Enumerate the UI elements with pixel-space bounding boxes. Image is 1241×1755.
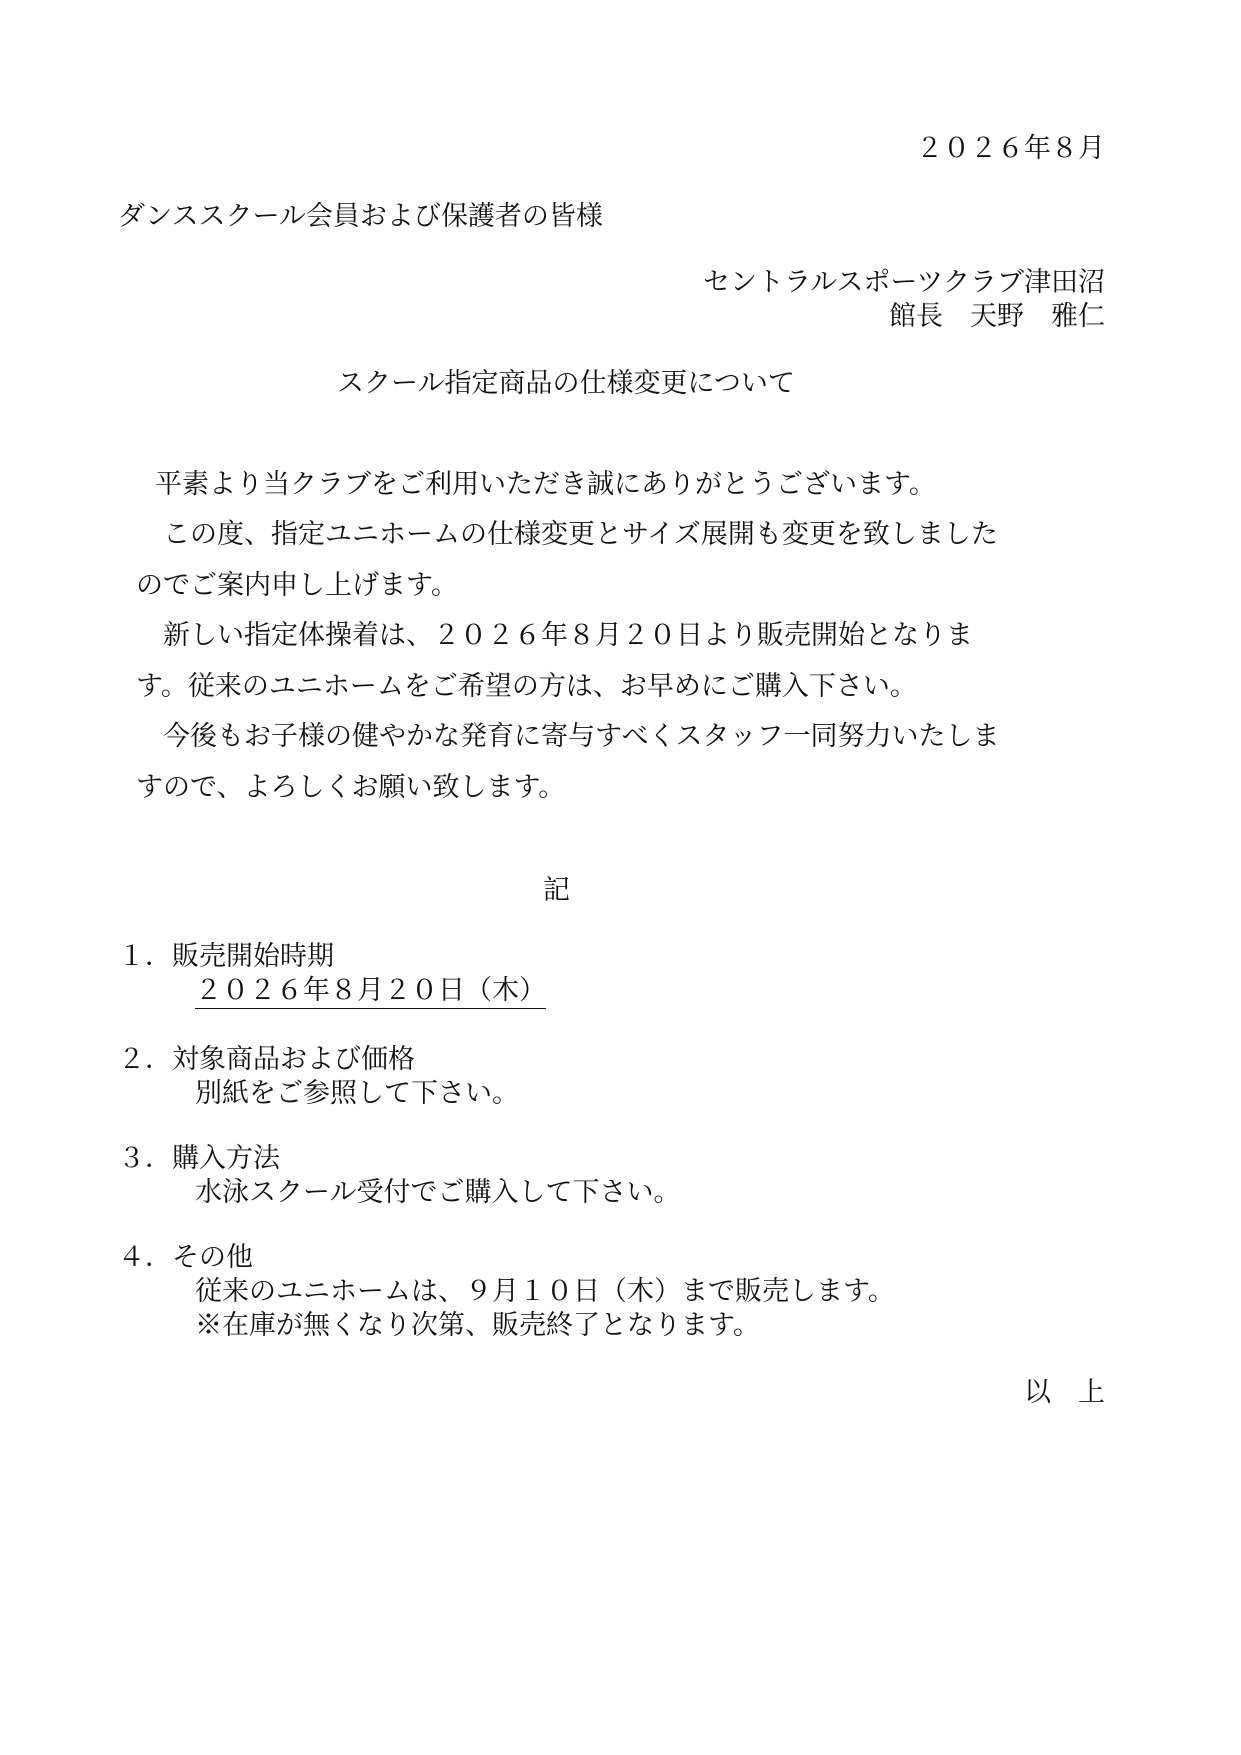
body-line-4: 新しい指定体操着は、２０２６年８月２０日より販売開始となりま: [163, 620, 973, 651]
item-detail-4a: 従来のユニホームは、９月１０日（木）まで販売します。: [195, 1276, 895, 1307]
body-line-3: のでご案内申し上げます。: [136, 570, 458, 601]
item-detail-2: 別紙をご参照して下さい。: [195, 1078, 519, 1109]
item-detail-3: 水泳スクール受付でご購入して下さい。: [195, 1177, 681, 1208]
sender-organization: セントラルスポーツクラブ津田沼: [702, 267, 1105, 298]
body-line-6: 今後もお子様の健やかな発育に寄与すべくスタッフ一同努力いたしま: [163, 721, 1000, 752]
body-line-7: すので、よろしくお願い致します。: [136, 772, 566, 803]
item-heading-4: ４．その他: [118, 1242, 253, 1273]
item-heading-3: ３．購入方法: [118, 1143, 280, 1174]
body-line-1: 平素より当クラブをご利用いただき誠にありがとうございます。: [155, 469, 936, 500]
document-date: ２０２６年８月: [916, 133, 1105, 164]
item-heading-1: １．販売開始時期: [118, 941, 334, 972]
sale-start-date: ２０２６年８月２０日（木）: [195, 975, 546, 1009]
addressee: ダンススクール会員および保護者の皆様: [118, 201, 603, 232]
item-detail-1: [195, 974, 546, 1008]
document-title: スクール指定商品の仕様変更について: [337, 368, 795, 399]
body-line-2: この度、指定ユニホームの仕様変更とサイズ展開も変更を致しました: [163, 519, 998, 550]
body-line-5: す。従来のユニホームをご希望の方は、お早めにご購入下さい。: [136, 671, 917, 702]
item-detail-4b: ※在庫が無くなり次第、販売終了となります。: [195, 1310, 760, 1341]
item-heading-2: ２．対象商品および価格: [118, 1044, 415, 1075]
closing: 以 上: [1024, 1377, 1105, 1408]
sender-person: 館長 天野 雅仁: [889, 301, 1105, 332]
ki-heading: 記: [543, 875, 570, 906]
